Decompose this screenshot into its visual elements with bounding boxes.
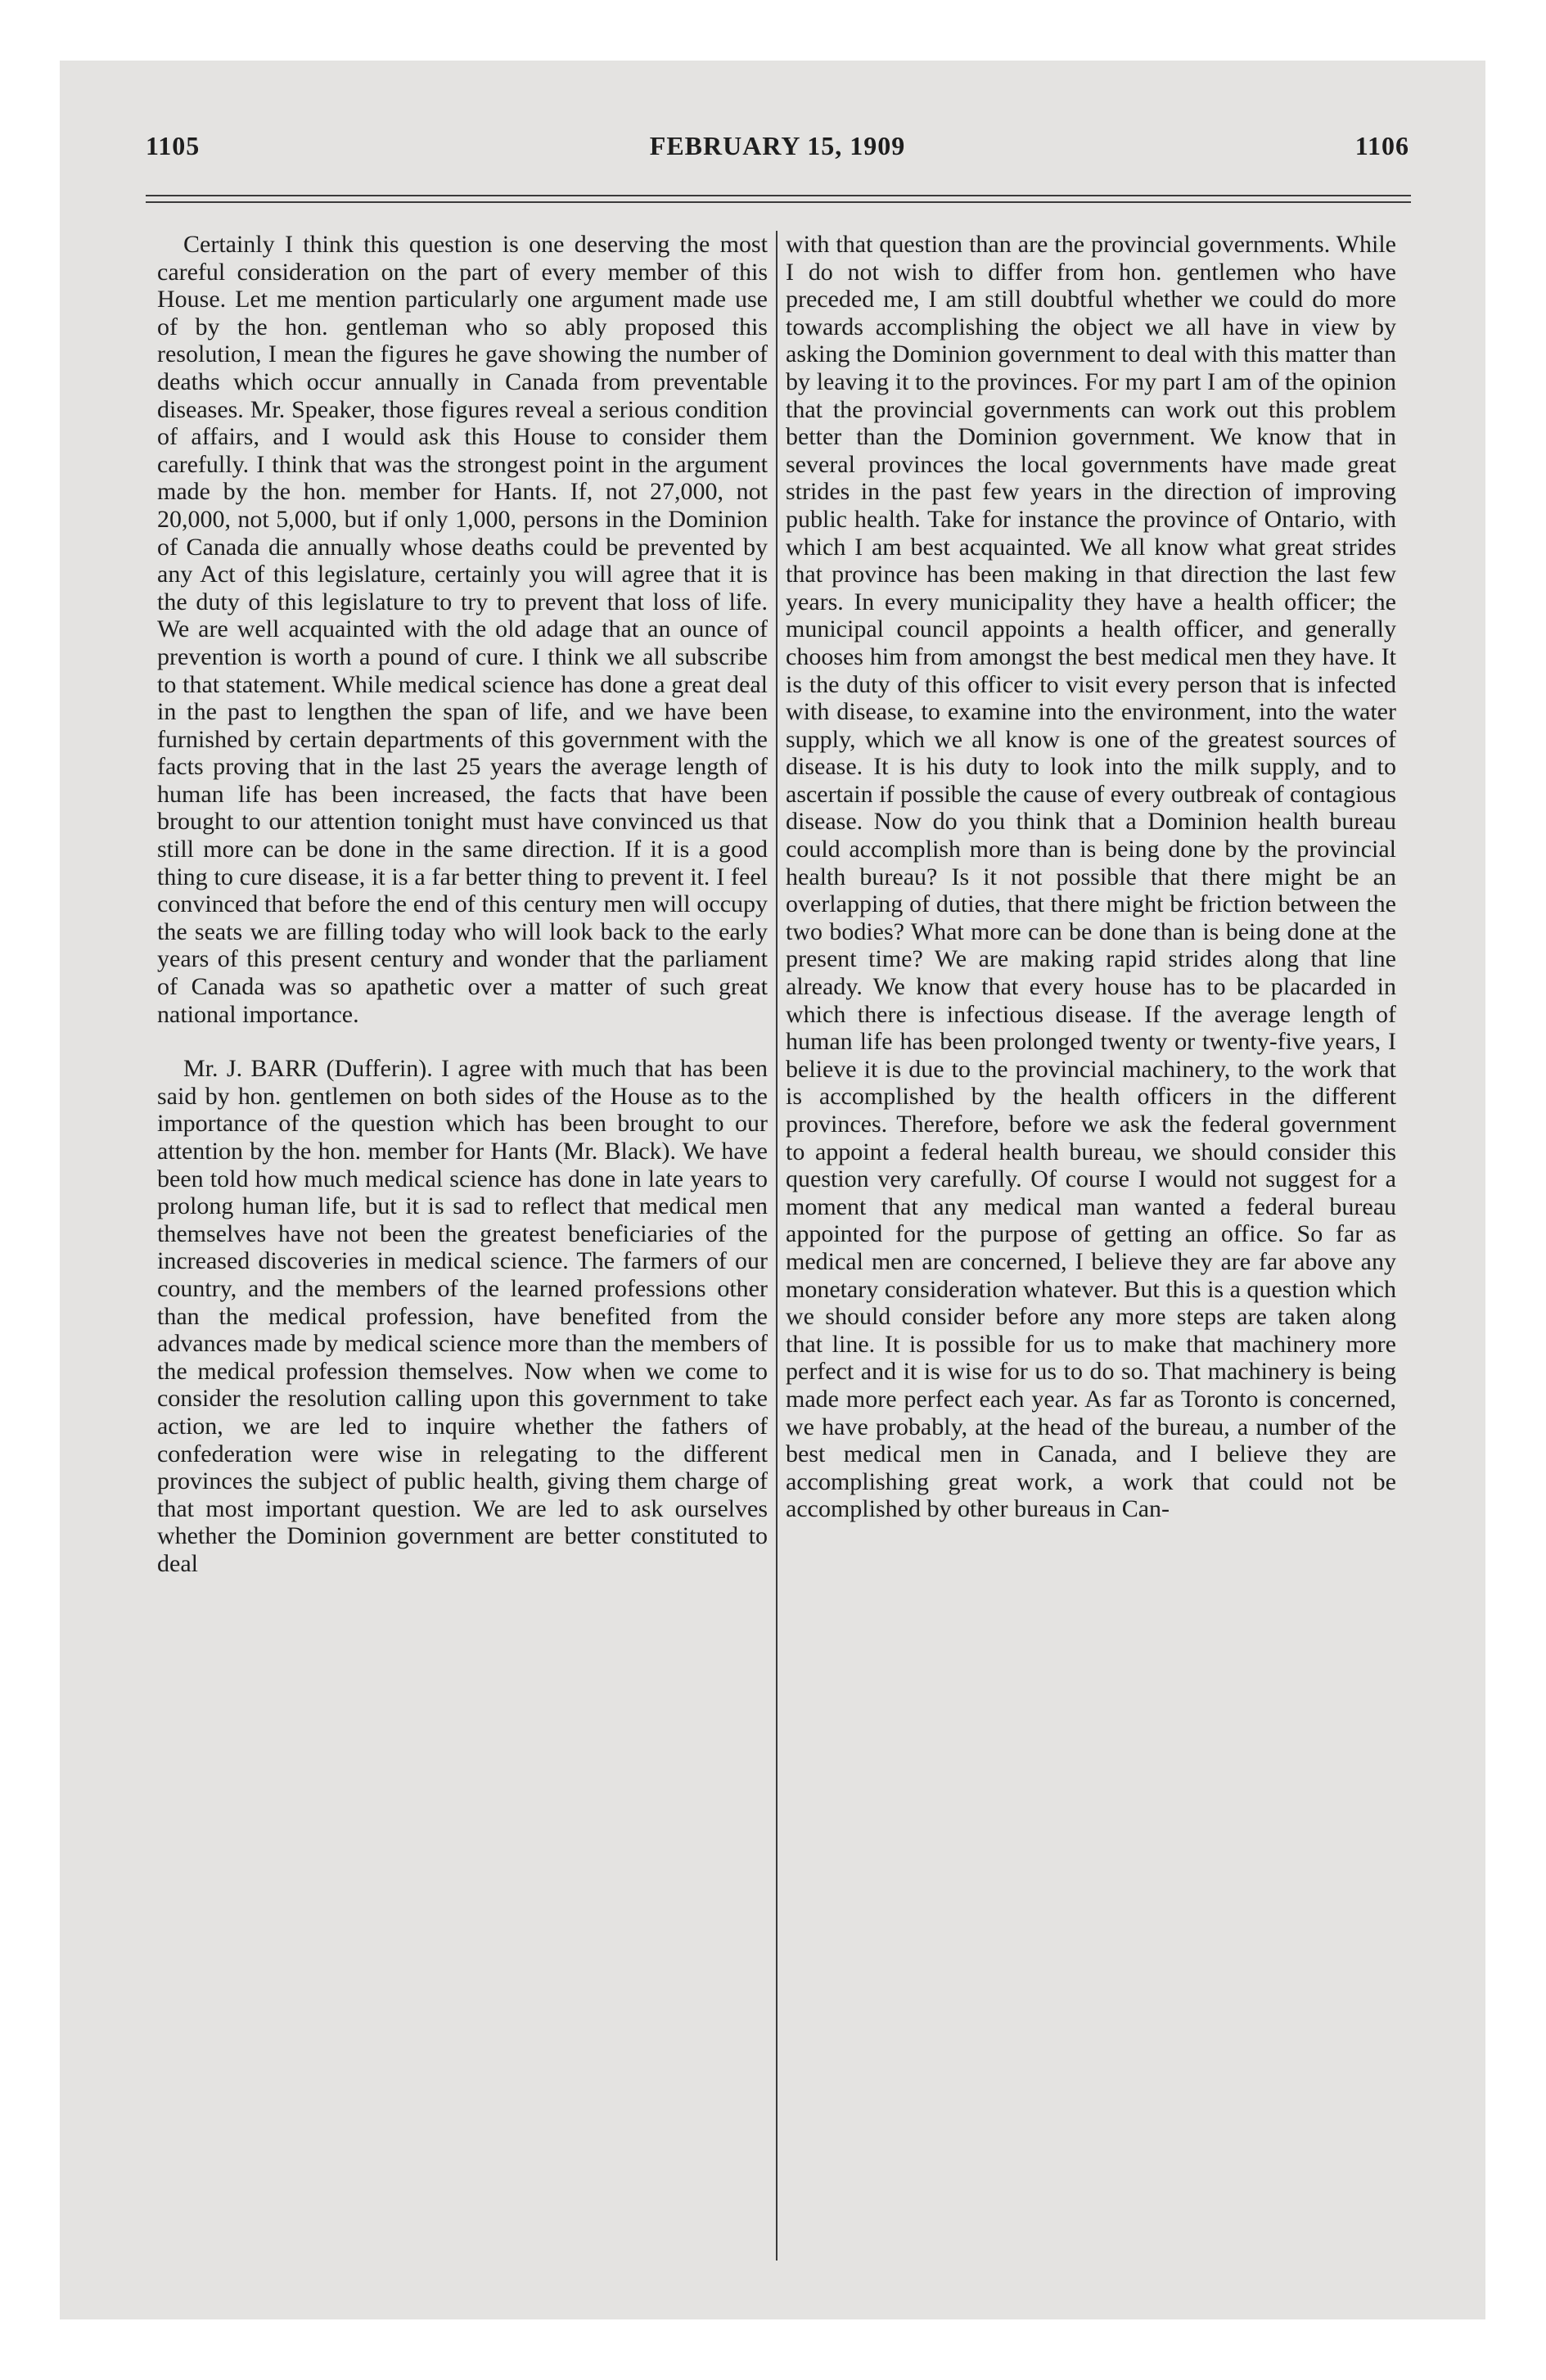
left-column: [157, 231, 768, 2261]
page-number-right: 1106: [1354, 131, 1409, 160]
page-date: FEBRUARY 15, 1909: [649, 131, 906, 160]
column-divider: [776, 231, 778, 2261]
right-column: [786, 231, 1396, 2261]
page-number-left: 1105: [146, 131, 201, 160]
header-rule: [146, 195, 1411, 203]
left-paragraph-2: Mr. J. BARR (Dufferin). I agree with much that has been said by hon. gentlemen on both sides of the House as to the importance of the question which has been brought to our attention by the hon. member for Hants (Mr. Black). We have been told how much medical science has done in late years to prolong human life, but it is sad to reflect that medical men themselves have not been the greatest beneficiaries of the increased discoveries in medical science. The farmers of our country, and the members of the learned professions other than the medical profession, have benefited from the advances made by medical science more than the members of the medical profession themselves. Now when we come to consider the resolution calling upon this government to take action, we are led to inquire whether the fathers of confederation were wise in relegating to the different provinces the subject of public health, giving them charge of that most important question. We are led to ask ourselves whether the Dominion government are better constituted to deal: [157, 1055, 768, 1577]
left-paragraph-1: Certainly I think this question is one deserving the most careful consideration on the part of every member of this House. Let me mention particularly one argument made use of by the hon. gentleman who so ably proposed this resolution, I mean the figures he gave showing the number of deaths which occur annually in Canada from preventable diseases. Mr. Speaker, those figures reveal a serious condition of affairs, and I would ask this House to consider them carefully. I think that was the strongest point in the argument made by the hon. member for Hants. If, not 27,000, not 20,000, not 5,000, but if only 1,000, persons in the Dominion of Canada die annually whose deaths could be prevented by any Act of this legislature, certainly you will agree that it is the duty of this legislature to try to prevent that loss of life. We are well acquainted with the old adage that an ounce of prevention is worth a pound of cure. I think we all subscribe to that statement. While medical science has done a great deal in the past to lengthen the span of life, and we have been furnished by certain departments of this government with the facts proving that in the last 25 years the average length of human life has been increased, the facts that have been brought to our attention tonight must have convinced us that still more can be done in the same direction. If it is a good thing to cure disease, it is a far better thing to prevent it. I feel convinced that before the end of this century men will occupy the seats we are filling today who will look back to the early years of this present century and wonder that the parliament of Canada was so apathetic over a matter of such great national importance.: [157, 231, 768, 1028]
page-header: [146, 131, 1409, 177]
right-paragraph-1: with that question than are the provincial governments. While I do not wish to differ from hon. gentlemen who have preceded me, I am still doubtful whether we could do more towards accomplishing the object we all have in view by asking the Dominion government to deal with this matter than by leaving it to the provinces. For my part I am of the opinion that the provincial governments can work out this problem better than the Dominion government. We know that in several provinces the local governments have made great strides in the past few years in the direction of improving public health. Take for instance the province of Ontario, with which I am best acquainted. We all know what great strides that province has been making in that direction the last few years. In every municipality they have a health officer; the municipal council appoints a health officer, and generally chooses him from amongst the best medical men they have. It is the duty of this officer to visit every person that is infected with disease, to examine into the environment, into the water supply, which we all know is one of the greatest sources of disease. It is his duty to look into the milk supply, and to ascertain if possible the cause of every outbreak of contagious disease. Now do you think that a Dominion health bureau could accomplish more than is being done by the provincial health bureau? Is it not possible that there might be an overlapping of duties, that there might be friction between the two bodies? What more can be done than is being done at the present time? We are making rapid strides along that line already. We know that every house has to be placarded in which there is infectious disease. If the average length of human life has been prolonged twenty or twenty-five years, I believe it is due to the provincial machinery, to the work that is accomplished by the health officers in the different provinces. Therefore, before we ask the federal government to appoint a federal health bureau, we should consider this question very carefully. Of course I would not suggest for a moment that any medical man wanted a federal bureau appointed for the purpose of getting an office. So far as medical men are concerned, I believe they are far above any monetary consideration whatever. But this is a question which we should consider before any more steps are taken along that line. It is possible for us to make that machinery more perfect and it is wise for us to do so. That machinery is being made more perfect each year. As far as Toronto is concerned, we have probably, at the head of the bureau, a number of the best medical men in Canada, and I believe they are accomplishing great work, a work that could not be accomplished by other bureaus in Can-: [786, 231, 1396, 1523]
